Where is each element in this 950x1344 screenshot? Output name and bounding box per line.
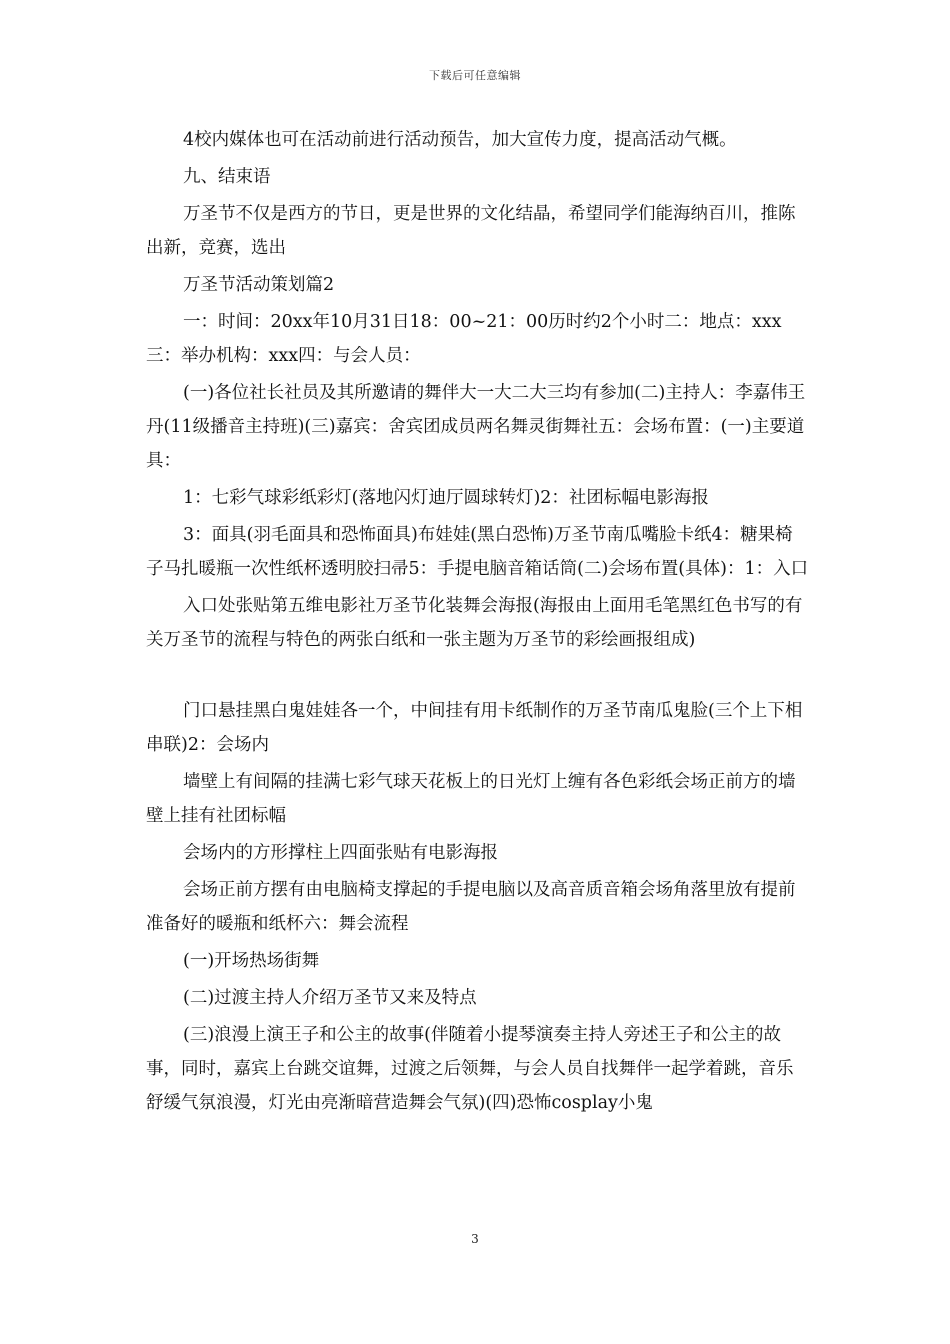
paragraph-equipment: 会场正前方摆有由电脑椅支撑起的手提电脑以及高音质音箱会场角落里放有提前准备好的暖瓶和纸杯六：舞会流程 (146, 880, 796, 934)
section-heading-conclusion: 九、结束语 (183, 167, 271, 187)
paragraph-door-decor: 门口悬挂黑白鬼娃娃各一个，中间挂有用卡纸制作的万圣节南瓜鬼脸(三个上下相串联)2：会场内 (146, 701, 803, 755)
paragraph-time-place: 一：时间：20xx年10月31日18：00~21：00历时约2个小时二：地点：xxx三：举办机构：xxx四：与会人员： (146, 312, 782, 366)
paragraph-participants: (一)各位社长社员及其所邀请的舞伴大一大二大三均有参加(二)主持人：李嘉伟王丹(11级播音主持班)(三)嘉宾：舍宾团成员两名舞灵街舞社五：会场布置：(一)主要道具： (146, 383, 806, 471)
paragraph-flow-2: (二)过渡主持人介绍万圣节又来及特点 (183, 988, 477, 1008)
paragraph-wall-decor: 墙壁上有间隔的挂满七彩气球天花板上的日光灯上缠有各色彩纸会场正前方的墙壁上挂有社团标幅 (146, 772, 796, 826)
paragraph-flow-1: (一)开场热场街舞 (183, 951, 320, 971)
page-number: 3 (471, 1232, 479, 1246)
paragraph-flow-3: (三)浪漫上演王子和公主的故事(伴随着小提琴演奏主持人旁述王子和公主的故事，同时，嘉宾上台跳交谊舞，过渡之后领舞，与会人员自找舞伴一起学着跳，音乐舒缓气氛浪漫，灯光由亮渐暗营造舞会气氛)(四)恐怖cosplay小鬼 (146, 1025, 794, 1113)
paragraph-entrance-poster: 入口处张贴第五维电影社万圣节化装舞会海报(海报由上面用毛笔黑红色书写的有关万圣节的流程与特色的两张白纸和一张主题为万圣节的彩绘画报组成) (146, 596, 803, 650)
paragraph-pillar-posters: 会场内的方形撑柱上四面张贴有电影海报 (183, 843, 498, 863)
paragraph-props-3: 3：面具(羽毛面具和恐怖面具)布娃娃(黑白恐怖)万圣节南瓜嘴脸卡纸4：糖果椅子马扎暖瓶一次性纸杯透明胶扫帚5：手提电脑音箱话筒(二)会场布置(具体)：1：入口 (146, 525, 809, 579)
paragraph-media-preview: 4校内媒体也可在活动前进行活动预告，加大宣传力度，提高活动气概。 (183, 130, 737, 150)
page-header: 下载后可任意编辑 (429, 69, 521, 82)
paragraph-conclusion: 万圣节不仅是西方的节日，更是世界的文化结晶，希望同学们能海纳百川，推陈出新，竞赛，选出 (146, 204, 796, 258)
paragraph-props-1: 1：七彩气球彩纸彩灯(落地闪灯迪厅圆球转灯)2：社团标幅电影海报 (183, 488, 709, 508)
section-heading-plan-2: 万圣节活动策划篇2 (183, 275, 335, 295)
document-body (146, 123, 810, 1123)
